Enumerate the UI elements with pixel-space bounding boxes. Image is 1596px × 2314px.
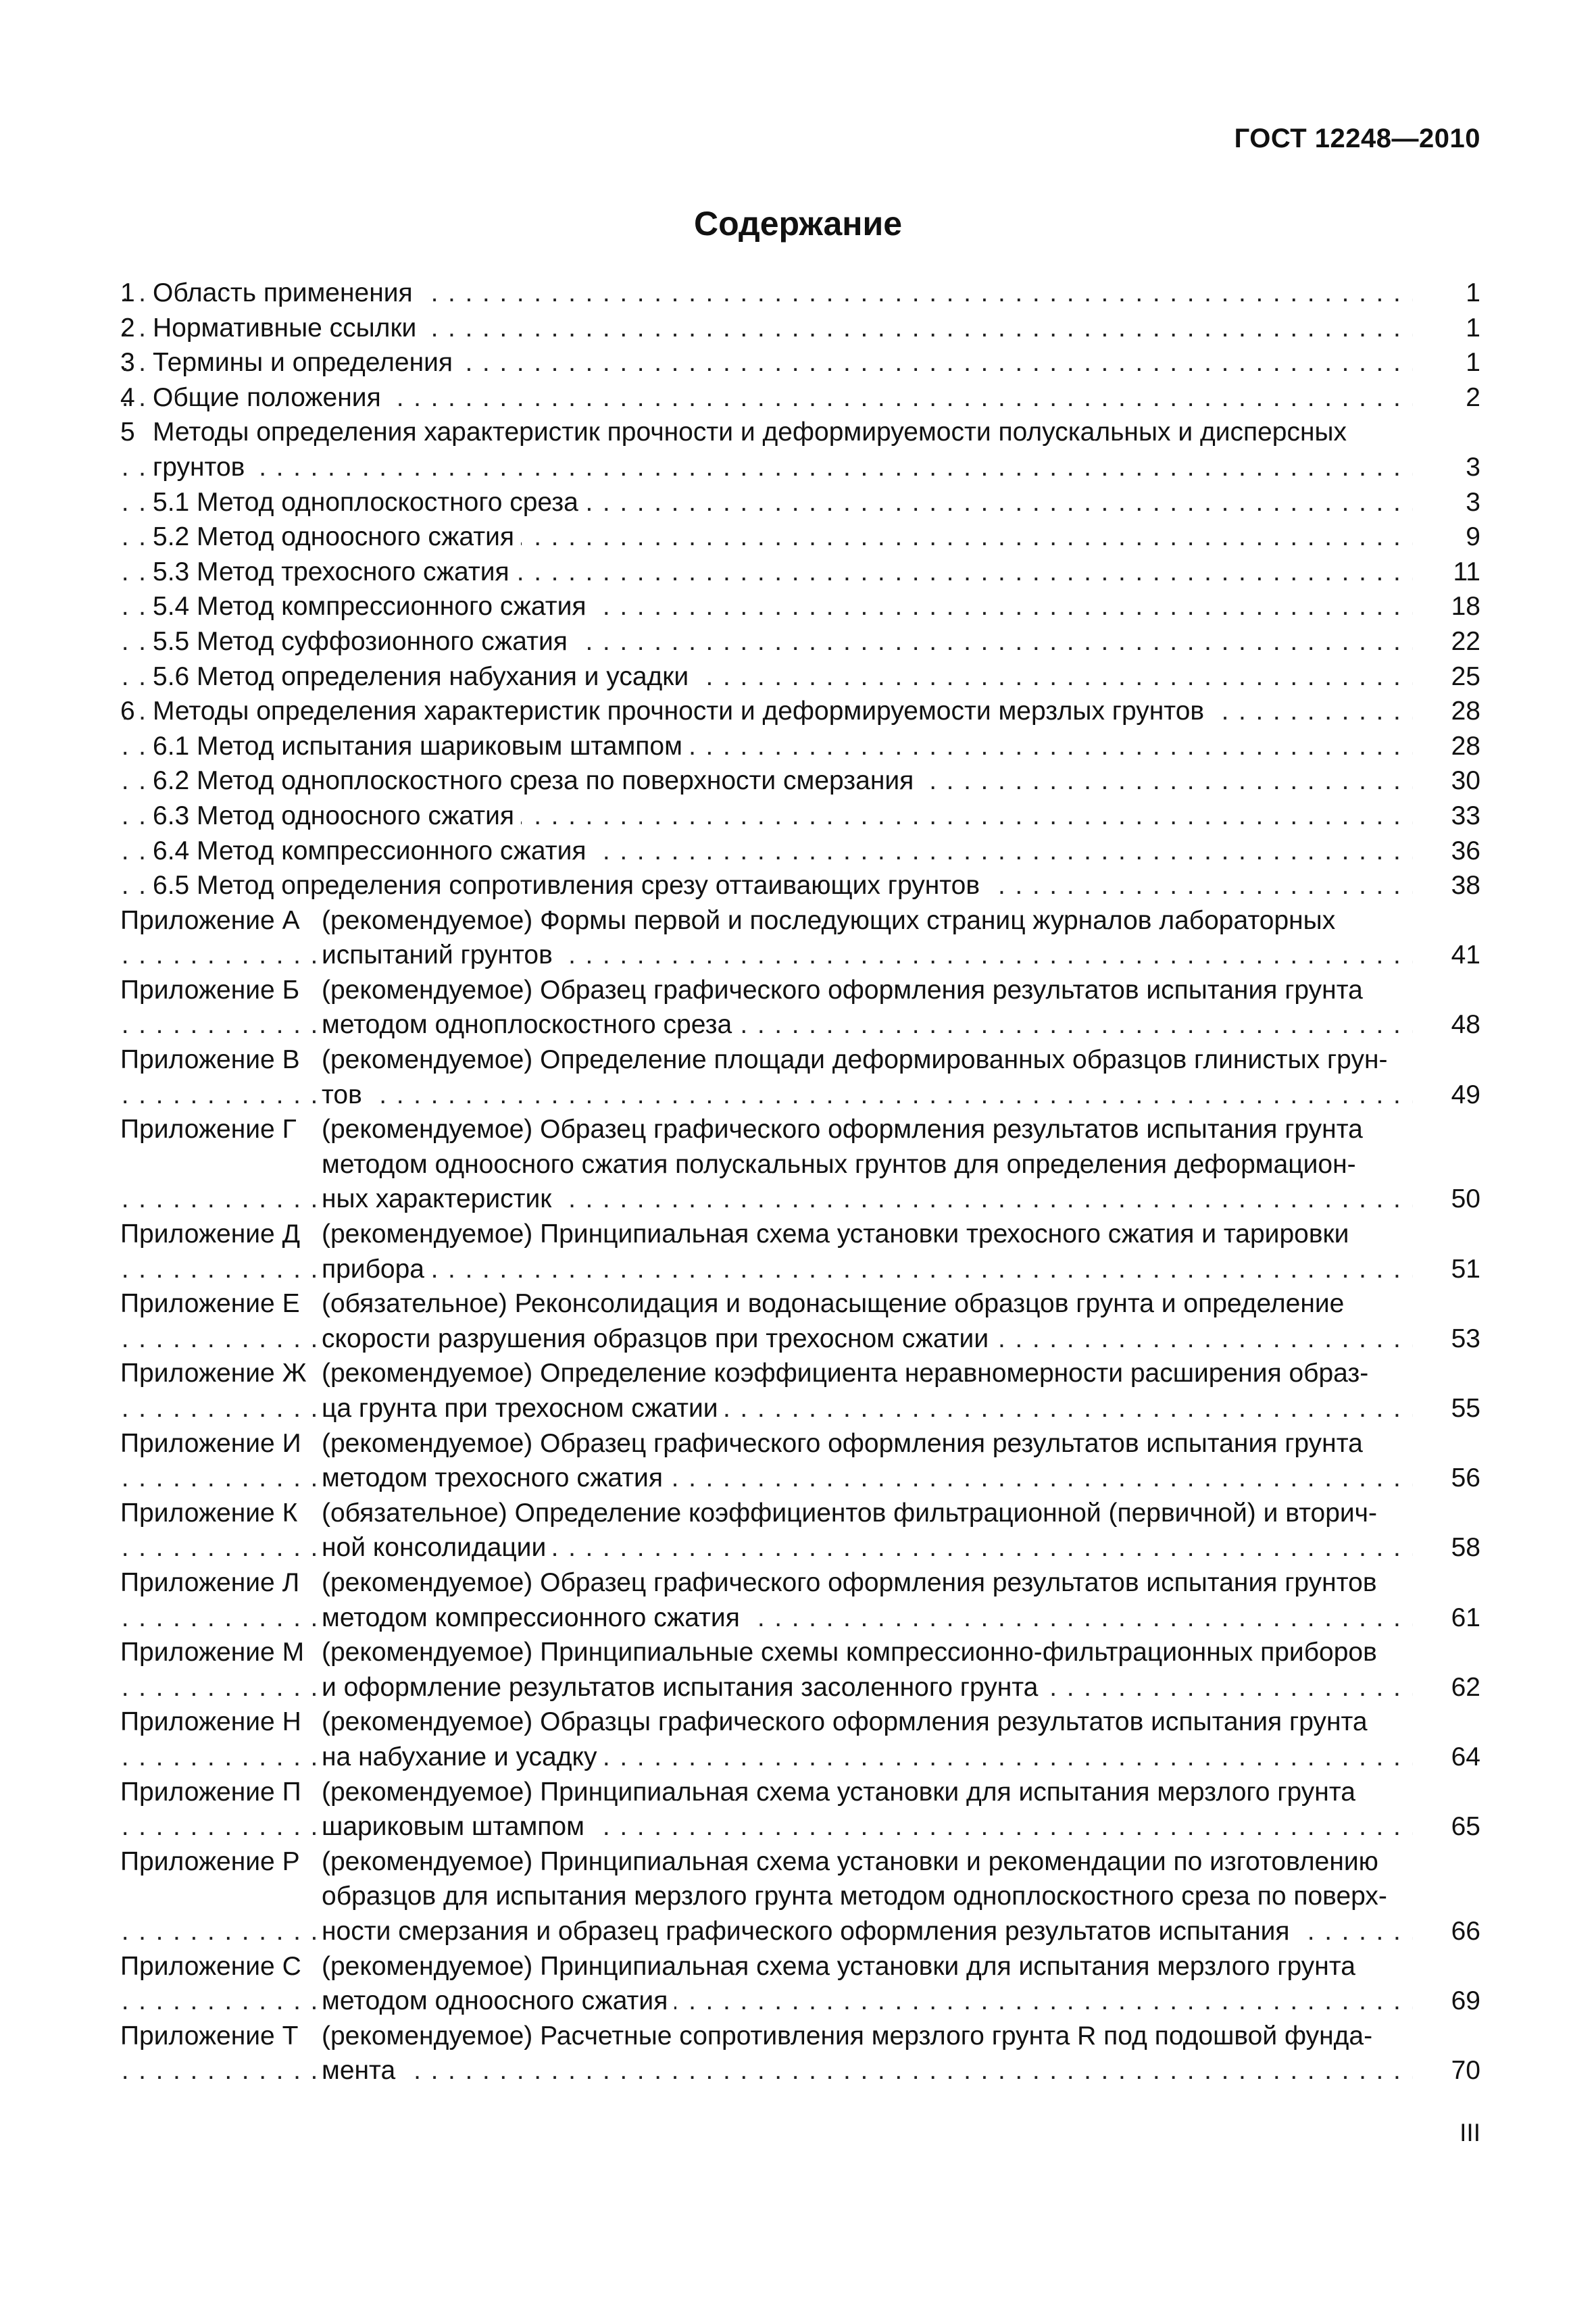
toc-entry-number: 2 — [120, 313, 135, 343]
toc-entry-text: ной консолидации — [322, 1530, 553, 1565]
toc-leader-dots — [120, 1740, 1413, 1775]
toc-entry-number: Приложение М — [120, 1638, 305, 1667]
toc-entry-text: 6.2 Метод одноплоскостного среза по поверхности смерзания — [153, 763, 920, 799]
toc-line — [120, 868, 1480, 903]
toc-entry-text: испытаний грунтов — [322, 938, 559, 973]
toc-page-number: 30 — [1451, 766, 1480, 796]
toc-entry-number: Приложение П — [120, 1777, 301, 1807]
toc-entry-text: методом одноплоскостного среза — [322, 1007, 739, 1042]
toc-line — [120, 834, 1480, 869]
toc-entry-text: 5.5 Метод суффозионного сжатия — [153, 624, 574, 659]
toc-line — [120, 520, 1480, 555]
toc-page-number: 62 — [1451, 1672, 1480, 1702]
toc-entry-number: Приложение Ж — [120, 1359, 307, 1388]
toc-entry-number: 5 — [120, 418, 135, 447]
toc-entry-text: методом трехосного сжатия — [322, 1461, 670, 1496]
toc-entry-text: (рекомендуемое) Принципиальная схема установки для испытания мерзлого грунта — [322, 1949, 1362, 1984]
toc-line — [120, 1147, 1480, 1182]
toc-page-number: 1 — [1466, 348, 1480, 378]
toc-line — [120, 276, 1480, 311]
toc-leader-dots — [120, 1078, 1413, 1113]
toc-entry-text: Общие положения — [153, 380, 388, 416]
toc-entry-text: (рекомендуемое) Образец графического оформления результатов испытания грунтов — [322, 1565, 1384, 1601]
toc-entry-text: шариковым штампом — [322, 1809, 591, 1844]
toc-entry-text: (рекомендуемое) Образец графического оформления результатов испытания грунта — [322, 973, 1370, 1008]
toc-leader-dots — [120, 1391, 1413, 1426]
toc-page-number: 18 — [1451, 592, 1480, 622]
toc-page-number: 70 — [1451, 2056, 1480, 2086]
toc-entry-text: ности смерзания и образец графического оформления результатов испытания — [322, 1914, 1297, 1949]
toc-page-number: 33 — [1451, 801, 1480, 830]
toc-entry-text: ца грунта при трехосном сжатии — [322, 1391, 725, 1426]
toc-entry-text: Область применения — [153, 276, 420, 311]
toc-entry-text: 6.4 Метод компрессионного сжатия — [153, 834, 593, 869]
toc-entry-number: Приложение Д — [120, 1219, 300, 1249]
toc-page-number: 64 — [1451, 1742, 1480, 1771]
toc-entry-text: мента — [322, 2053, 402, 2088]
toc-entry-text: грунтов — [153, 450, 251, 485]
toc-entry-text: (рекомендуемое) Принципиальные схемы компрессионно-фильтрационных приборов — [322, 1635, 1384, 1670]
toc-line — [120, 799, 1480, 834]
toc-page-number: 55 — [1451, 1394, 1480, 1423]
toc-line — [120, 659, 1480, 695]
toc-entry-number: Приложение С — [120, 1951, 301, 1981]
toc-entry-text: Нормативные ссылки — [153, 311, 423, 346]
toc-entry-text: 6.1 Метод испытания шариковым штампом — [153, 729, 689, 764]
toc-entry-number: Приложение Б — [120, 975, 300, 1005]
toc-entry-number: Приложение А — [120, 905, 300, 935]
toc-line — [120, 380, 1480, 416]
toc-line — [120, 311, 1480, 346]
toc-entry-text: (рекомендуемое) Расчетные сопротивления мерзлого грунта R под подошвой фунда- — [322, 2019, 1379, 2054]
toc-leader-dots — [120, 938, 1413, 973]
toc-leader-dots — [120, 1984, 1413, 2019]
toc-page-number: 36 — [1451, 836, 1480, 865]
toc-entry-text: методом одноосного сжатия полускальных грунтов для определения деформацион- — [322, 1147, 1363, 1182]
toc-line — [120, 1496, 1480, 1531]
toc-entry-number: Приложение Л — [120, 1567, 300, 1597]
toc-entry-text: скорости разрушения образцов при трехосном сжатии — [322, 1322, 995, 1357]
toc-leader-dots — [120, 1809, 1413, 1844]
toc-line — [120, 1879, 1480, 1914]
toc-leader-dots — [120, 450, 1413, 485]
toc-leader-dots — [120, 2053, 1413, 2088]
toc-line — [120, 903, 1480, 938]
toc-line — [120, 624, 1480, 659]
toc-line — [120, 1670, 1480, 1705]
toc-entry-text: 5.6 Метод определения набухания и усадки — [153, 659, 695, 695]
toc-entry-number: Приложение И — [120, 1428, 301, 1458]
toc-line — [120, 973, 1480, 1008]
toc-line — [120, 450, 1480, 485]
toc-entry-text: (рекомендуемое) Образцы графического оформления результатов испытания грунта — [322, 1705, 1374, 1740]
toc-entry-number: Приложение В — [120, 1045, 300, 1075]
toc-entry-text: Термины и определения — [153, 345, 459, 380]
toc-line — [120, 694, 1480, 729]
toc-line — [120, 1601, 1480, 1636]
toc-line — [120, 1949, 1480, 1984]
page-title: Содержание — [693, 205, 903, 243]
toc-page-number: 48 — [1451, 1010, 1480, 1040]
toc-page-number: 41 — [1451, 940, 1480, 970]
toc-page-number: 28 — [1451, 697, 1480, 726]
toc-line — [120, 1844, 1480, 1880]
toc-line — [120, 485, 1480, 520]
toc-entry-number: 3 — [120, 348, 135, 378]
toc-page-number: 65 — [1451, 1812, 1480, 1842]
toc-entry-text: методом компрессионного сжатия — [322, 1601, 747, 1636]
toc-page-number: 11 — [1453, 557, 1480, 586]
toc-line — [120, 1461, 1480, 1496]
toc-line — [120, 2019, 1480, 2054]
toc-entry-text: 5.1 Метод одноплоскостного среза — [153, 485, 585, 520]
toc-entry-text: (обязательное) Реконсолидация и водонасыщение образцов грунта и определение — [322, 1286, 1351, 1322]
toc-line — [120, 1217, 1480, 1252]
toc-line — [120, 1252, 1480, 1287]
toc-entry-text: (рекомендуемое) Принципиальная схема установки трехосного сжатия и тарировки — [322, 1217, 1355, 1252]
toc-line — [120, 1286, 1480, 1322]
toc-line — [120, 1042, 1480, 1078]
toc-entry-text: 6.5 Метод определения сопротивления срезу оттаивающих грунтов — [153, 868, 987, 903]
toc-page-number: 25 — [1451, 661, 1480, 691]
toc-line — [120, 763, 1480, 799]
standard-code: ГОСТ 12248—2010 — [1234, 124, 1480, 153]
toc-entry-text: (рекомендуемое) Принципиальная схема установки для испытания мерзлого грунта — [322, 1775, 1362, 1810]
toc-leader-dots — [120, 1007, 1413, 1042]
toc-leader-dots — [120, 1461, 1413, 1496]
toc-entry-text: (обязательное) Определение коэффициентов фильтрационной (первичной) и вторич- — [322, 1496, 1384, 1531]
toc-page-number: 1 — [1466, 313, 1480, 343]
toc-entry-text: образцов для испытания мерзлого грунта методом одноплоскостного среза по поверх- — [322, 1879, 1394, 1914]
toc-line — [120, 1322, 1480, 1357]
toc-line — [120, 938, 1480, 973]
toc-leader-dots — [120, 1530, 1413, 1565]
toc-entry-text: и оформление результатов испытания засоленного грунта — [322, 1670, 1045, 1705]
toc-entry-text: методом одноосного сжатия — [322, 1984, 674, 2019]
toc-line — [120, 1809, 1480, 1844]
toc-page-number: 61 — [1451, 1603, 1480, 1632]
toc-line — [120, 1984, 1480, 2019]
toc-entry-number: Приложение Е — [120, 1289, 300, 1319]
toc-entry-text: (рекомендуемое) Принципиальная схема установки и рекомендации по изготовлению — [322, 1844, 1385, 1880]
toc-line — [120, 2053, 1480, 2088]
toc-line — [120, 1007, 1480, 1042]
toc-entry-text: 5.4 Метод компрессионного сжатия — [153, 589, 593, 624]
toc-line — [120, 1426, 1480, 1461]
toc-page-number: 3 — [1466, 487, 1480, 517]
toc-line — [120, 1775, 1480, 1810]
toc-page-number: 2 — [1466, 382, 1480, 412]
toc-page-number: 9 — [1466, 522, 1480, 552]
toc-entry-number: Приложение Р — [120, 1846, 300, 1876]
toc-entry-text: Методы определения характеристик прочности и деформируемости полускальных и дисперсных — [153, 415, 1353, 450]
toc-entry-number: Приложение Г — [120, 1115, 297, 1145]
toc-line — [120, 1705, 1480, 1740]
toc-entry-text: 5.3 Метод трехосного сжатия — [153, 555, 516, 590]
toc-page-number: 38 — [1451, 871, 1480, 901]
toc-entry-text: ных характеристик — [322, 1182, 558, 1217]
toc-entry-text: прибора — [322, 1252, 431, 1287]
page-number: III — [1460, 2119, 1480, 2146]
toc-line — [120, 555, 1480, 590]
toc-line — [120, 1635, 1480, 1670]
toc-page-number: 28 — [1451, 731, 1480, 761]
toc-line — [120, 1565, 1480, 1601]
toc-leader-dots — [120, 1601, 1413, 1636]
toc-entry-text: 6.3 Метод одноосного сжатия — [153, 799, 521, 834]
toc-page-number: 69 — [1451, 1986, 1480, 2016]
toc-line — [120, 1530, 1480, 1565]
toc-line — [120, 1356, 1480, 1391]
toc-page-number: 49 — [1451, 1080, 1480, 1109]
toc-line — [120, 415, 1480, 450]
toc-line — [120, 1391, 1480, 1426]
toc-entry-number: Приложение Т — [120, 2021, 299, 2051]
toc-line — [120, 589, 1480, 624]
toc-page-number: 56 — [1451, 1463, 1480, 1493]
toc-page-number: 53 — [1451, 1324, 1480, 1353]
toc-page-number: 66 — [1451, 1916, 1480, 1946]
toc-page-number: 3 — [1466, 452, 1480, 482]
toc-entry-number: Приложение Н — [120, 1707, 301, 1737]
toc-page-number: 22 — [1451, 626, 1480, 656]
toc-entry-text: (рекомендуемое) Образец графического оформления результатов испытания грунта — [322, 1426, 1370, 1461]
toc-entry-text: (рекомендуемое) Определение коэффициента неравномерности расширения образ- — [322, 1356, 1375, 1391]
toc-entry-number: 6 — [120, 697, 135, 726]
toc-leader-dots — [120, 1252, 1413, 1287]
table-of-contents — [120, 276, 1480, 2088]
toc-entry-number: Приложение К — [120, 1498, 298, 1528]
toc-line — [120, 1914, 1480, 1949]
toc-page-number: 50 — [1451, 1184, 1480, 1214]
toc-line — [120, 1112, 1480, 1147]
toc-line — [120, 1740, 1480, 1775]
toc-entry-text: (рекомендуемое) Образец графического оформления результатов испытания грунта — [322, 1112, 1370, 1147]
toc-entry-number: 1 — [120, 278, 135, 307]
toc-page-number: 58 — [1451, 1533, 1480, 1563]
toc-line — [120, 1078, 1480, 1113]
toc-entry-text: (рекомендуемое) Определение площади деформированных образцов глинистых грун- — [322, 1042, 1394, 1078]
toc-line — [120, 345, 1480, 380]
toc-entry-text: на набухание и усадку — [322, 1740, 604, 1775]
toc-entry-text: (рекомендуемое) Формы первой и последующих страниц журналов лабораторных — [322, 903, 1342, 938]
toc-entry-text: тов — [322, 1078, 369, 1113]
toc-leader-dots — [120, 1182, 1413, 1217]
toc-page-number: 1 — [1466, 278, 1480, 307]
toc-entry-text: 5.2 Метод одноосного сжатия — [153, 520, 521, 555]
toc-entry-text: Методы определения характеристик прочности и деформируемости мерзлых грунтов — [153, 694, 1211, 729]
toc-page-number: 51 — [1451, 1254, 1480, 1284]
toc-line — [120, 729, 1480, 764]
toc-entry-number: 4 — [120, 382, 135, 412]
toc-line — [120, 1182, 1480, 1217]
